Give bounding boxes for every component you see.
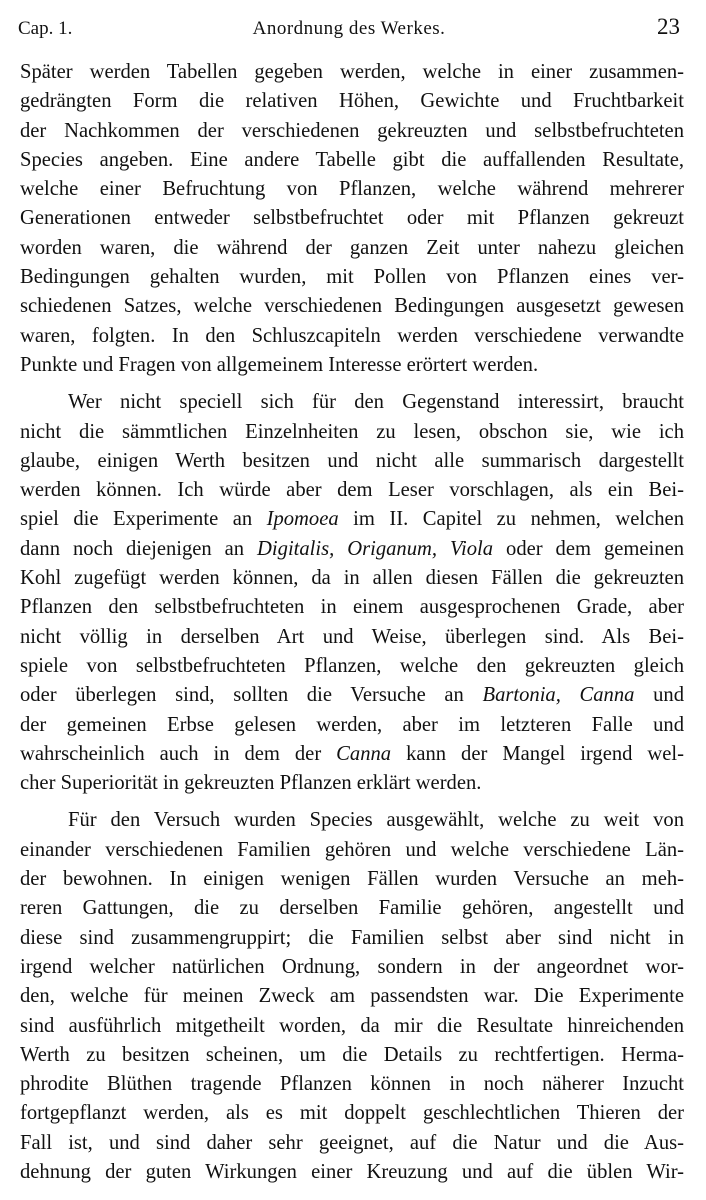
page-number: 23 xyxy=(657,14,680,39)
text-line: nicht völlig in derselben Art und Weise, überlegen sind. Als Bei- xyxy=(20,625,684,648)
body-text xyxy=(20,58,684,1187)
text-line: spiel die Experimente an Ipomoea im II. Capitel zu nehmen, welchen xyxy=(20,508,684,531)
text-line: phrodite Blüthen tragende Pflanzen können in noch näherer Inzucht xyxy=(20,1073,684,1096)
text-line: dann noch diejenigen an Digitalis, Origanum, Viola oder dem gemeinen xyxy=(20,537,684,560)
text-line: einander verschiedenen Familien gehören und welche verschiedene Län- xyxy=(20,838,684,861)
text-line: cher Superiorität in gekreuzten Pflanzen erklärt werden. xyxy=(20,772,482,795)
text-line: Species angeben. Eine andere Tabelle gibt die auffallenden Resultate, xyxy=(20,148,684,171)
text-line: irgend welcher natürlichen Ordnung, sondern in der angeordnet wor- xyxy=(20,955,684,978)
text-line: worden waren, die während der ganzen Zeit unter nahezu gleichen xyxy=(20,236,684,259)
text-line: werden können. Ich würde aber dem Leser vorschlagen, als ein Bei- xyxy=(20,479,684,502)
text-line: Später werden Tabellen gegeben werden, welche in einer zusammen- xyxy=(20,61,684,83)
text-line: glaube, einigen Werth besitzen und nicht alle summarisch dargestellt xyxy=(20,449,684,472)
text-line: sind ausführlich mitgetheilt worden, da mir die Resultate hinreichenden xyxy=(20,1014,684,1037)
text-line: oder überlegen sind, sollten die Versuche an Bartonia, Canna und xyxy=(20,684,684,707)
chapter-label: Cap. 1. xyxy=(18,18,73,39)
species-name: Digitalis, Origanum, Viola xyxy=(257,537,494,560)
text-line: den, welche für meinen Zweck am passendsten war. Die Experimente xyxy=(20,985,684,1008)
species-name: Canna xyxy=(336,742,392,765)
text-line: Generationen entweder selbstbefruchtet oder mit Pflanzen gekreuzt xyxy=(20,207,684,230)
text-line: wahrscheinlich auch in dem der Canna kann der Mangel irgend wel- xyxy=(20,742,684,765)
text-line: Wer nicht speciell sich für den Gegenstand interessirt, braucht xyxy=(68,391,684,414)
text-line: der gemeinen Erbse gelesen werden, aber im letzteren Falle und xyxy=(20,713,684,736)
text-line: der bewohnen. In einigen wenigen Fällen wurden Versuche an meh- xyxy=(20,868,684,891)
text-line: der Nachkommen der verschiedenen gekreuzten und selbstbefruchteten xyxy=(20,119,684,142)
text-line: spiele von selbstbefruchteten Pflanzen, welche den gekreuzten gleich xyxy=(20,654,684,677)
text-line: Fall ist, und sind daher sehr geeignet, auf die Natur und die Aus- xyxy=(20,1131,684,1154)
text-line: Pflanzen den selbstbefruchteten in einem ausgesprochenen Grade, aber xyxy=(20,596,684,619)
species-name: Bartonia, Canna xyxy=(482,684,635,707)
text-line: Für den Versuch wurden Species ausgewählt, welche zu weit von xyxy=(68,809,684,832)
text-line: schiedenen Satzes, welche verschiedenen Bedingungen ausgesetzt gewesen xyxy=(20,295,684,318)
text-line: diese sind zusammengruppirt; die Familien selbst aber sind nicht in xyxy=(20,926,684,949)
text-line: fortgepflanzt werden, als es mit doppelt geschlechtlichen Thieren der xyxy=(20,1102,684,1125)
text-line: dehnung der guten Wirkungen einer Kreuzung und auf die üblen Wir- xyxy=(20,1160,684,1183)
paragraph xyxy=(20,806,684,1187)
text-line: nicht die sämmtlichen Einzelnheiten zu lesen, obschon sie, wie ich xyxy=(20,420,684,443)
running-title: Anordnung des Werkes. xyxy=(252,18,446,39)
species-name: Ipomoea xyxy=(266,508,339,531)
text-line: Punkte und Fragen von allgemeinem Interesse erörtert werden. xyxy=(20,353,539,376)
text-line: waren, folgten. In den Schluszcapiteln werden verschiedene verwandte xyxy=(20,324,684,347)
text-line: Bedingungen gehalten wurden, mit Pollen von Pflanzen eines ver- xyxy=(20,266,684,289)
text-line: Kohl zugefügt werden können, da in allen diesen Fällen die gekreuzten xyxy=(20,567,684,590)
text-line: welche einer Befruchtung von Pflanzen, welche während mehrerer xyxy=(20,178,684,201)
paragraph xyxy=(20,58,684,380)
text-line: reren Gattungen, die zu derselben Familie gehören, angestellt und xyxy=(20,897,684,920)
paragraph xyxy=(20,388,684,798)
text-line: gedrängten Form die relativen Höhen, Gewichte und Fruchtbarkeit xyxy=(20,90,684,113)
running-header xyxy=(18,12,680,42)
text-line: Werth zu besitzen scheinen, um die Details zu rechtfertigen. Herma- xyxy=(20,1043,684,1066)
